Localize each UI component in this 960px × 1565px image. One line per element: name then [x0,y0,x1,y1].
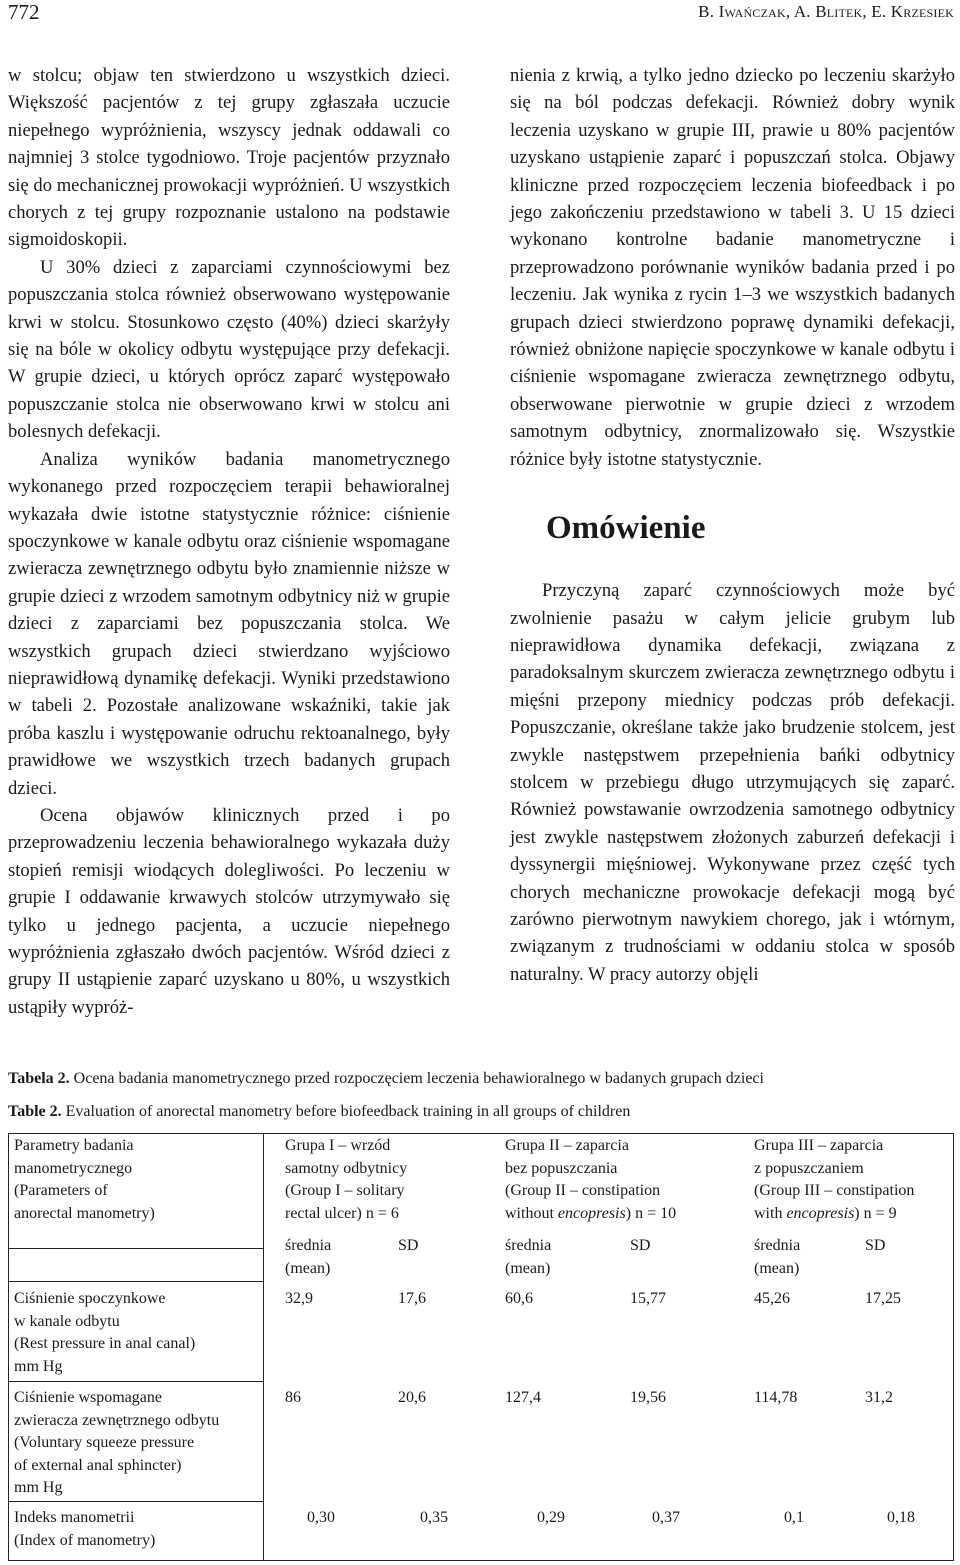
table-cell: 31,2 [865,1389,893,1406]
paragraph: Ocena objawów klinicznych przed i po przeprowadzeniu leczenia behawioralnego wykazała duży stopień remisji wiodących dolegliwości. Po leczeniu w grupie I oddawanie krwawych stolców utrzymywało się tylko u jednego pacjenta, a uczucie niepełnego wypróżnienia zgłaszało dwóch pacjentów. Wśród dzieci z grupy II ustąpienie zaparć uzyskano u 80%, u wszystkich ustąpiły wypróż- [8,804,450,1018]
table-caption-en [8,1102,630,1122]
row-label-index: Indeks manometrii (Index of manometry) [14,1509,156,1549]
caption-text: Ocena badania manometrycznego przed rozpoczęciem leczenia behawioralnego w badanych grupach dzieci [73,1070,764,1087]
group-3-header [754,1135,914,1225]
group-header-line: z popuszczaniem [754,1159,864,1177]
page-number: 772 [8,0,40,24]
column-divider [263,1134,264,1560]
table-cell: 0,35 [420,1509,448,1526]
group-1-header [285,1135,407,1225]
caption-label: Table 2. [8,1103,62,1120]
param-header-line: anorectal manometry) [14,1204,155,1222]
table-cell: 86 [285,1389,301,1406]
table-cell: 20,6 [398,1389,426,1406]
sd-subheader: SD [630,1237,651,1254]
row-label-squeeze-pressure: Ciśnienie wspomagane zwieracza zewnętrznego odbytu (Voluntary squeeze pressure of external anal sphincter) mm Hg [14,1389,220,1497]
table-cell: 0,18 [887,1509,915,1526]
table-2 [8,1133,954,1561]
caption-label: Tabela 2. [8,1070,70,1087]
paragraph: w stolcu; objaw ten stwierdzono u wszystkich dzieci. Większość pacjentów z tej grupy zgłaszała uczucie niepełnego wypróżnienia, wszyscy jednak oddawali co najmniej 3 stolce tygodniowo. Troje pacjentów przyznało się do mechanicznej prowokacji wypróżnień. U wszystkich chorych z tej grupy rozpoznanie ustalono na podstawie sigmoidoskopii. [8,65,450,251]
right-column [510,62,955,988]
table-cell: 127,4 [505,1389,541,1406]
mean-subheader: średnia (mean) [505,1237,552,1277]
param-header-line: manometrycznego [14,1159,133,1177]
table-cell: 0,37 [652,1509,680,1526]
table-cell: 45,26 [754,1290,790,1307]
group-header-line: with encopresis) n = 9 [754,1204,897,1222]
row-divider [9,1248,263,1249]
row-divider [9,1281,263,1282]
left-column [8,62,450,1021]
paragraph: nienia z krwią, a tylko jedno dziecko po leczeniu skarżyło się na ból podczas defekacji. Również dobry wynik leczenia uzyskano w grupie III, prawie u 80% pacjentów uzyskano ustąpienie zaparć i popuszczań stolca. Objawy kliniczne przed rozpoczęciem leczenia biofeedback i po jego zakończeniu przedstawiono w tabeli 3. U 15 dzieci wykonano kontrolne badanie manometryczne i przeprowadzono porównanie wyników badania przed i po leczeniu. Jak wynika z rycin 1–3 we wszystkich badanych grupach dzieci stwierdzono poprawę dynamiki defekacji, również obniżone napięcie spoczynkowe w kanale odbytu i ciśnienie wspomagane zwieracza zewnętrznego odbytu, obserwowane pierwotnie w grupie dzieci z wrzodem samotnym odbytnicy, znormalizowało się. Wszystkie różnice były istotne statystycznie. [510,65,955,470]
param-header-line: Parametry badania [14,1137,134,1154]
sd-subheader: SD [398,1237,419,1254]
row-divider [9,1381,263,1382]
group-header-line: (Group III – constipation [754,1182,915,1200]
table-cell: 114,78 [754,1389,798,1406]
group-header-line: without encopresis) n = 10 [505,1204,677,1222]
group-header-line: (Group I – solitary [285,1182,405,1200]
group-header-line: Grupa II – zaparcia [505,1137,629,1154]
paragraph: Przyczyną zaparć czynnościowych może być zwolnienie pasażu w całym jelicie grubym lub nieprawidłowa dynamika defekacji, związana z paradoksalnym skurczem zwieracza zewnętrznego odbytu i mięśni przepony miednicy podczas prób defekacji. Popuszczanie, określane także jako brudzenie stolcem, jest zwykle następstwem przepełnienia bańki odbytnicy stolcem w przebiegu długo utrzymujących się zaparć. Również powstawanie owrzodzenia samotnego odbytnicy jest zwykle następstwem złożonych zaburzeń defekacji i dyssynergii mięśniowej. Wykonywane przez część tych chorych mechaniczne prowokacje defekacji mogą być zarówno pierwotnym nawykiem chorego, jak i wtórnym, związanym z trudnościami w oddaniu stolca w sposób naturalny. W pracy autorzy objęli [510,580,955,985]
section-heading: Omówienie [546,510,706,547]
table-cell: 0,1 [784,1509,804,1526]
group-header-line: Grupa III – zaparcia [754,1137,884,1154]
paragraph: Analiza wyników badania manometrycznego wykonanego przed rozpoczęciem terapii behawioralnej wykazała dwie istotne statystycznie różnice: ciśnienie spoczynkowe w kanale odbytu oraz ciśnienie wspomagane zwieracza zewnętrznego odbytu było znamiennie niższe w grupie dzieci z wrzodem samotnym odbytnicy niż w grupie dzieci z zaparciami bez popuszczania stolca. We wszystkich grupach dzieci stwierdzano wyjściowo nieprawidłową dynamikę defekacji. Wyniki przedstawiono w tabeli 2. Pozostałe analizowane wskaźniki, takie jak próba kaszlu i występowanie odruchu rektoanalnego, były prawidłowe we wszystkich trzech badanych grupach dzieci. [8,448,450,799]
group-2-header [505,1135,676,1225]
group-header-line: Grupa I – wrzód [285,1137,391,1154]
table-cell: 17,25 [865,1290,901,1307]
table-cell: 60,6 [505,1290,533,1307]
table-cell: 0,30 [307,1509,335,1526]
param-header [14,1135,155,1225]
mean-subheader: średnia (mean) [754,1237,801,1277]
row-label-rest-pressure: Ciśnienie spoczynkowe w kanale odbytu (Rest pressure in anal canal) mm Hg [14,1290,196,1375]
param-header-line: (Parameters of [14,1182,108,1200]
table-cell: 17,6 [398,1290,426,1307]
caption-text: Evaluation of anorectal manometry before biofeedback training in all groups of children [65,1103,631,1120]
group-header-line: (Group II – constipation [505,1182,661,1200]
group-header-line: rectal ulcer) n = 6 [285,1204,399,1222]
table-cell: 0,29 [537,1509,565,1526]
row-divider [9,1501,263,1502]
group-header-line: bez popuszczania [505,1159,618,1177]
sd-subheader: SD [865,1237,886,1254]
table-cell: 15,77 [630,1290,666,1307]
table-caption-pl [8,1069,764,1089]
mean-subheader: średnia (mean) [285,1237,332,1277]
group-header-line: samotny odbytnicy [285,1159,408,1177]
paragraph: U 30% dzieci z zaparciami czynnościowymi bez popuszczania stolca również obserwowano występowanie krwi w stolcu. Stosunkowo często (40%) dzieci skarżyły się na bóle w okolicy odbytu występujące przy defekacji. W grupie dzieci, u których oprócz zaparć występowało popuszczanie stolca nie obserwowano krwi w stolcu ani bolesnych defekacji. [8,256,450,443]
running-head: B. Iwańczak, A. Blitek, E. Krzesiek [698,2,954,21]
table-cell: 32,9 [285,1290,313,1307]
table-cell: 19,56 [630,1389,666,1406]
